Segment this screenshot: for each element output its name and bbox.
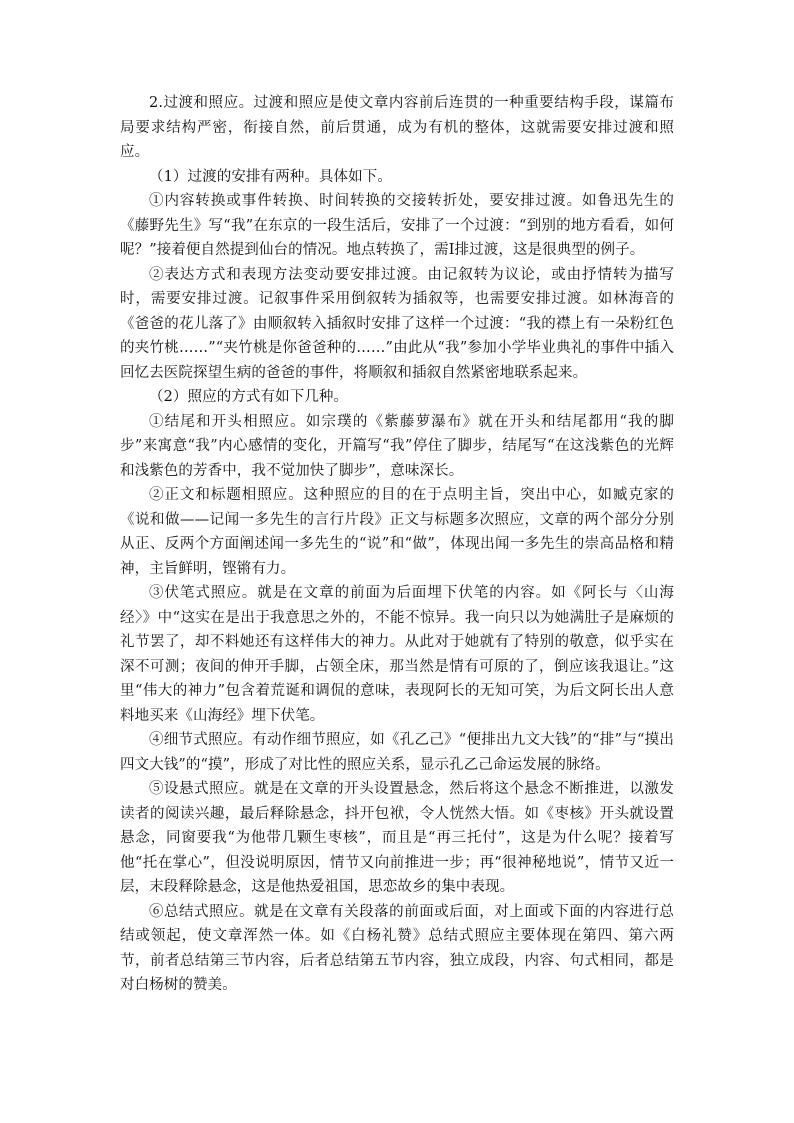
paragraph-echo-detail: ④细节式照应。有动作细节照应，如《孔乙己》“便排出九文大钱”的“排”与“摸出四文大钱”的“摸”，形成了对比性的照应关系，显示孔乙己命运发展的脉络。 xyxy=(120,732,674,773)
paragraph-transition-content-change: ①内容转换或事件转换、时间转换的交接转折处，要安排过渡。如鲁迅先生的《藤野先生》写“我”在东京的一段生活后，安排了一个过渡：“到别的地方看看，如何呢？”接着便自然提到仙台的情况。地点转换了，需Ⅰ排过渡，这是很典型的例子。 xyxy=(120,193,674,258)
heading-echo-types: （2）照应的方式有如下几种。 xyxy=(149,389,349,405)
paragraph-echo-suspense: ⑤设悬式照应。就是在文章的开头设置悬念，然后将这个悬念不断推进，以激发读者的阅读兴趣，最后释除悬念，抖开包袱，令人恍然大悟。如《枣核》开头就设置悬念，同窗要我“为他带几颗生枣核”，而且是“再三托付”，这是为什么呢？接着写他“托在掌心”，但没说明原因，情节又向前推进一步；再“很神秘地说”，情节又近一层，末段释除悬念，这是他热爱祖国，思恋故乡的集中表现。 xyxy=(120,781,674,895)
paragraph-echo-beginning-end: ①结尾和开头相照应。如宗璞的《紫藤萝瀑布》就在开头和结尾都用“我的脚步”来寓意“我”内心感情的变化，开篇写“我”停住了脚步，结尾写“在这浅紫色的光辉和浅紫色的芳香中，我不觉加快了脚步”，意味深长。 xyxy=(120,413,674,479)
paragraph-transition-intro: 2.过渡和照应。过渡和照应是使文章内容前后连贯的一种重要结构手段，谋篇布局要求结构严密，衔接自然，前后贯通，成为有机的整体，这就需要安排过渡和照应。 xyxy=(120,95,674,160)
paragraph-transition-expression-change: ②表达方式和表现方法变动要安排过渡。由记叙转为议论，或由抒情转为描写时，需要安排过渡。记叙事件采用倒叙转为插叙等，也需要安排过渡。如林海音的《爸爸的花儿落了》由顺叙转入插叙时安排了这样一个过渡：“我的襟上有一朵粉红色的夹竹桃……”“夹竹桃是你爸爸种的……”由此从“我”参加小学毕业典礼的事件中插入回忆去医院探望生病的爸爸的事件，将顺叙和插叙自然紧密地联系起来。 xyxy=(120,266,674,381)
paragraph-echo-foreshadowing: ③伏笔式照应。就是在文章的前面为后面埋下伏笔的内容。如《阿长与〈山海经〉》中“这实在是出于我意思之外的，不能不惊异。我一向只以为她满肚子是麻烦的礼节罢了，却不料她还有这样伟大的神力。从此对于她就有了特别的敬意，似乎实在深不可测；夜间的伸开手脚，占领全床，那当然是情有可原的了，倒应该我退让。”这里“伟大的神力”包含着荒诞和调侃的意味，表现阿长的无知可笑，为后文阿长出人意料地买来《山海经》埋下伏笔。 xyxy=(120,585,674,724)
heading-transition-types: （1）过渡的安排有两种。具体如下。 xyxy=(149,168,392,185)
paragraph-echo-title: ②正文和标题相照应。这种照应的目的在于点明主旨，突出中心，如臧克家的《说和做——记闻一多先生的言行片段》正文与标题多次照应，文章的两个部分分别从正、反两个方面阐述闻一多先生的“说”和“做”，体现出闻一多先生的崇高品格和精神，主旨鲜明，铿锵有力。 xyxy=(120,487,674,577)
paragraph-echo-summary: ⑥总结式照应。就是在文章有关段落的前面或后面，对上面或下面的内容进行总结或领起，使文章浑然一体。如《白杨礼赞》总结式照应主要体现在第四、第六两节，前者总结第三节内容，后者总结第五节内容，独立成段，内容、句式相同，都是对白杨树的赞美。 xyxy=(120,903,674,993)
